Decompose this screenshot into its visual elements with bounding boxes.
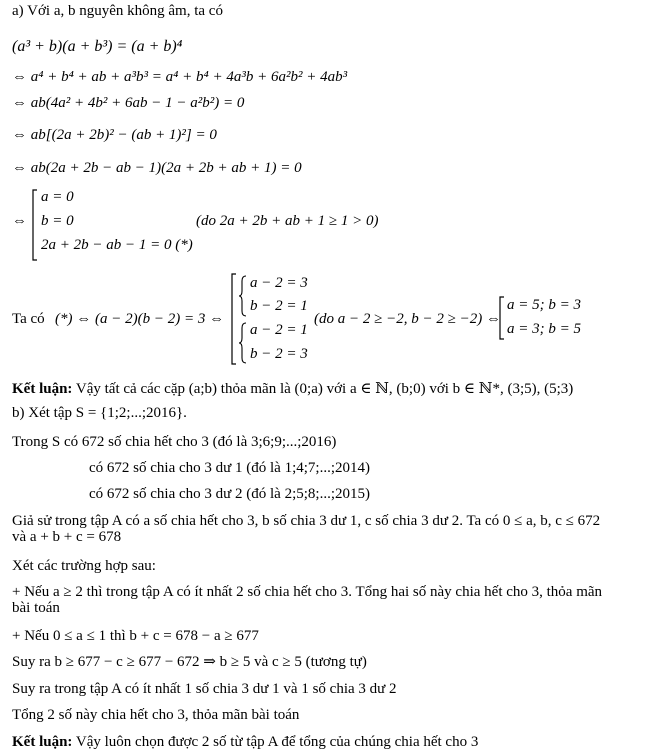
sub1-line1: a − 2 = 3: [250, 275, 308, 291]
cases-bracket: [31, 189, 39, 261]
taco-note: (do a − 2 ≥ −2, b − 2 ≥ −2) ⇔: [314, 311, 501, 327]
part-b-line-2: Trong S có 672 số chia hết cho 3 (đó là 3;6;9;...;2016): [12, 434, 337, 450]
conclusion-b: [12, 733, 478, 751]
part-b-line-6: và a + b + c = 678: [12, 529, 122, 545]
taco-equation: (*) ⇔ (a − 2)(b − 2) = 3 ⇔: [55, 311, 225, 327]
sub2-line2: b − 2 = 3: [250, 346, 308, 362]
sub1-line2: b − 2 = 1: [250, 298, 308, 314]
equation-3: ⇔ ab(4a² + 4b² + 6ab − 1 − a²b²) = 0: [12, 95, 245, 111]
sub2-line1: a − 2 = 1: [250, 322, 308, 338]
case-note: (do 2a + 2b + ab + 1 ≥ 1 > 0): [196, 213, 379, 229]
conclusion-b-label: Kết luận:: [12, 734, 73, 750]
equation-2: ⇔ a⁴ + b⁴ + ab + a³b³ = a⁴ + b⁴ + 4a³b + 6a²b² + 4ab³: [12, 69, 348, 85]
part-b-intro: b) Xét tập S = {1;2;...;2016}.: [12, 405, 187, 421]
cases-arrow: ⇔: [12, 213, 27, 229]
conclusion-a-text: Vậy tất cả các cặp (a;b) thỏa mãn là (0;a) với a ∈ ℕ, (b;0) với b ∈ ℕ*, (3;5), (5;3): [72, 381, 574, 397]
part-b-line-12: Suy ra trong tập A có ít nhất 1 số chia 3 dư 1 và 1 số chia 3 dư 2: [12, 681, 397, 697]
result-1: a = 5; b = 3: [507, 297, 581, 313]
taco-outer-bracket: [230, 273, 238, 365]
case-a-zero: a = 0: [41, 189, 74, 205]
part-b-line-3: có 672 số chia cho 3 dư 1 (đó là 1;4;7;...;2014): [89, 460, 371, 476]
conclusion-a: [12, 380, 573, 398]
part-b-line-4: có 672 số chia cho 3 dư 2 (đó là 2;5;8;...;2015): [89, 486, 371, 502]
equation-5: ⇔ ab(2a + 2b − ab − 1)(2a + 2b + ab + 1) = 0: [12, 160, 302, 176]
case-b-zero: b = 0: [41, 213, 74, 229]
equation-4: ⇔ ab[(2a + 2b)² − (ab + 1)²] = 0: [12, 127, 217, 143]
taco-brace-2: [238, 322, 248, 364]
taco-prefix: Ta có: [12, 311, 45, 327]
equation-1: (a³ + b)(a + b³) = (a + b)⁴: [12, 38, 183, 55]
part-b-line-5: Giả sử trong tập A có a số chia hết cho 3, b số chia 3 dư 1, c số chia 3 dư 2. Ta có 0 ≤ a, b, c ≤ 672: [12, 513, 601, 529]
conclusion-a-label: Kết luận:: [12, 381, 73, 397]
part-b-line-7: Xét các trường hợp sau:: [12, 558, 156, 574]
part-a-intro: a) Với a, b nguyên không âm, ta có: [12, 3, 223, 19]
part-b-line-8: + Nếu a ≥ 2 thì trong tập A có ít nhất 2 số chia hết cho 3. Tổng hai số này chia hết cho 3, thỏa mãn: [12, 584, 603, 600]
part-b-line-10: + Nếu 0 ≤ a ≤ 1 thì b + c = 678 − a ≥ 677: [12, 628, 259, 644]
result-2: a = 3; b = 5: [507, 321, 581, 337]
conclusion-b-text: Vậy luôn chọn được 2 số từ tập A để tổng của chúng chia hết cho 3: [72, 734, 479, 750]
case-star: 2a + 2b − ab − 1 = 0 (*): [41, 237, 193, 253]
taco-brace-1: [238, 275, 248, 317]
part-b-line-13: Tổng 2 số này chia hết cho 3, thỏa mãn bài toán: [12, 707, 300, 723]
part-b-line-11: Suy ra b ≥ 677 − c ≥ 677 − 672 ⇒ b ≥ 5 và c ≥ 5 (tương tự): [12, 654, 367, 670]
results-bracket: [498, 296, 506, 340]
part-b-line-9: bài toán: [12, 600, 60, 616]
